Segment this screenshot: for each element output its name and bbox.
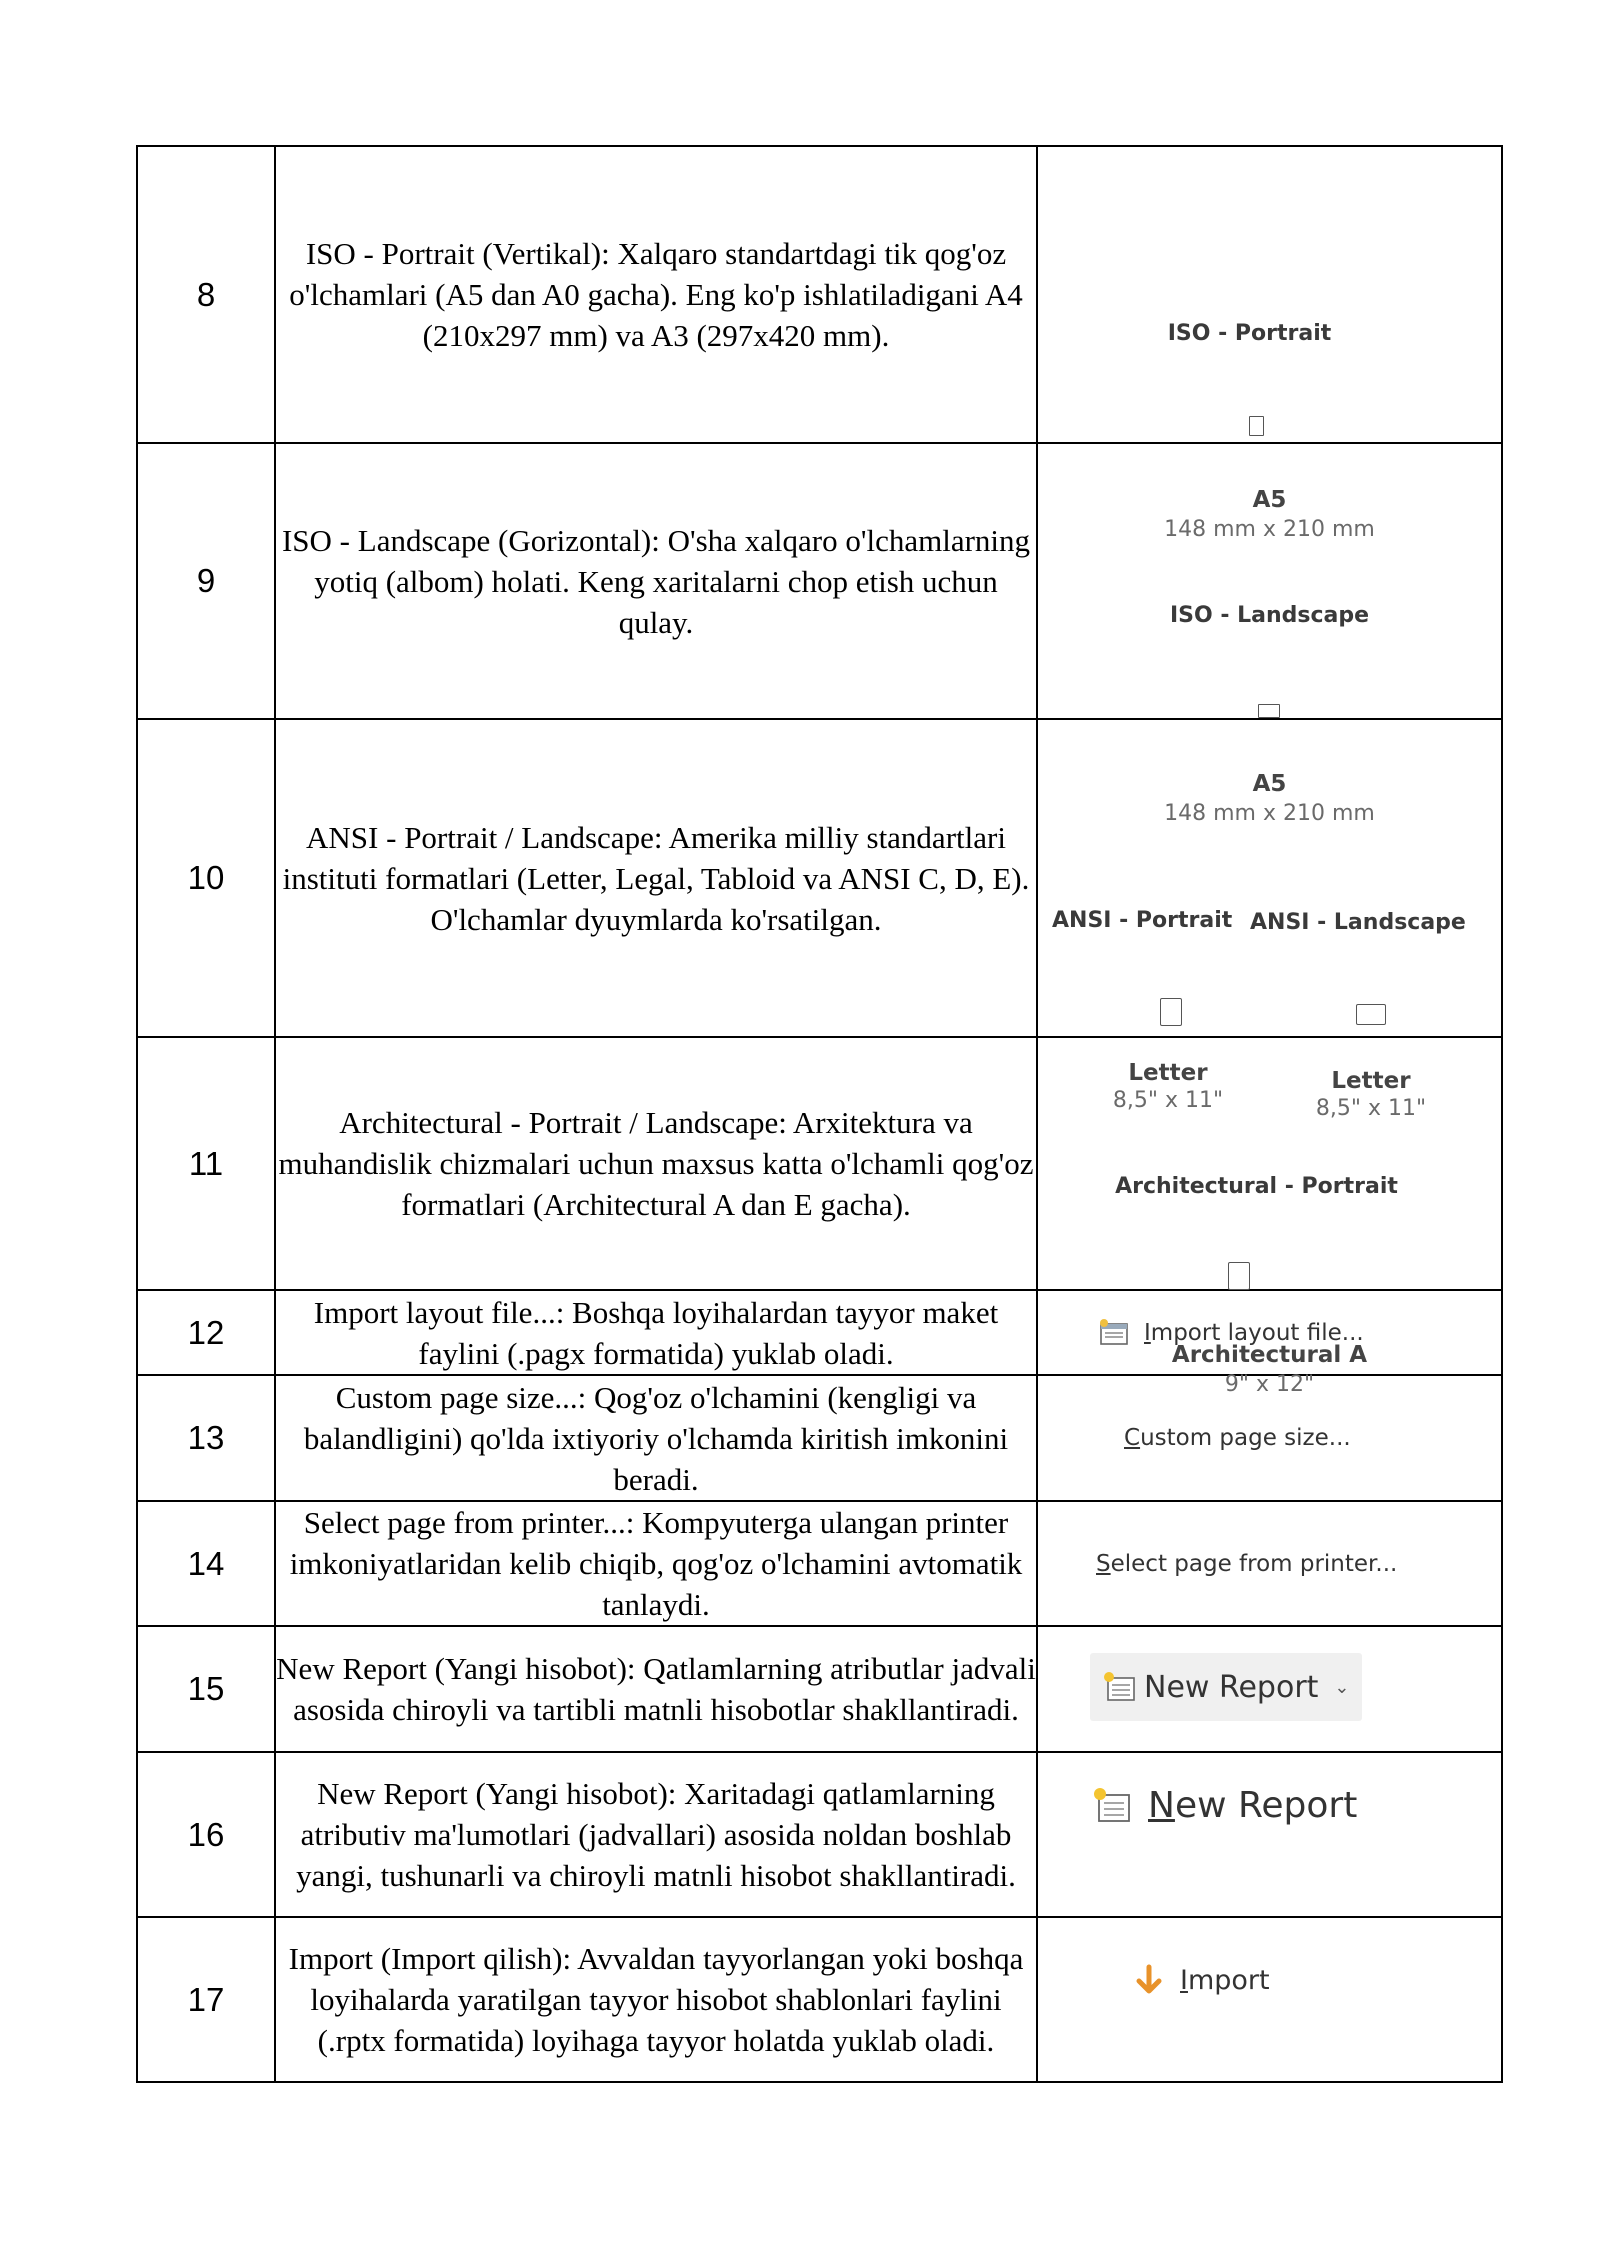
table-row — [137, 719, 1502, 1037]
instruction-table — [136, 145, 1503, 2083]
row-description: Architectural - Portrait / Landscape: Arxitektura va muhandislik chizmalari uchun maxsus katta o'lchamli qog'oz formatlari (Architectural A dan E gacha). — [275, 1037, 1037, 1290]
import-layout-file-button[interactable] — [1038, 1291, 1501, 1374]
table-row — [137, 443, 1502, 719]
row-number: 12 — [137, 1290, 275, 1375]
row-description: ISO - Landscape (Gorizontal): O'sha xalqaro o'lchamlarning yotiq (albom) holati. Keng xaritalarni chop etish uchun qulay. — [275, 443, 1037, 719]
row-number: 16 — [137, 1752, 275, 1917]
paper-size-dims: 148 mm x 210 mm — [1164, 801, 1375, 826]
access-key: S — [1096, 1550, 1111, 1577]
command-label: ew Report — [1174, 1785, 1358, 1826]
command-label: mport layout file... — [1150, 1319, 1364, 1346]
row-number: 8 — [137, 146, 275, 443]
paper-size-name[interactable]: Letter — [1331, 1068, 1411, 1094]
row-number: 15 — [137, 1626, 275, 1752]
command-label: mport — [1187, 1964, 1270, 1996]
table-row — [137, 1501, 1502, 1626]
table-row — [137, 1917, 1502, 2082]
new-report-dropdown-button[interactable] — [1090, 1653, 1362, 1721]
panel-title: Architectural - Portrait — [1115, 1173, 1398, 1199]
table-row — [137, 1752, 1502, 1917]
landscape-page-icon — [1356, 1004, 1386, 1025]
panel-title: ISO - Landscape — [1169, 603, 1370, 628]
portrait-page-icon — [1249, 416, 1264, 436]
table-row — [137, 1290, 1502, 1375]
new-report-icon — [1102, 1670, 1138, 1704]
row-description: New Report (Yangi hisobot): Xaritadagi qatlamlarning atributiv ma'lumotlari (jadvallari) asosida noldan boshlab yangi, tushunarli va chiroyli matnli hisobot shakllantiradi. — [275, 1752, 1037, 1917]
select-page-from-printer-button[interactable] — [1038, 1502, 1501, 1625]
paper-size-name[interactable]: Letter — [1128, 1060, 1208, 1086]
row-description: ANSI - Portrait / Landscape: Amerika milliy standartlari instituti formatlari (Letter, Legal, Tabloid va ANSI C, D, E). O'lchamlar dyuymlarda ko'rsatilgan. — [275, 719, 1037, 1037]
paper-size-dims: 8,5" x 11" — [1112, 1088, 1224, 1113]
row-description: Import layout file...: Boshqa loyihalardan tayyor maket faylini (.pagx formatida) yuklab oladi. — [275, 1290, 1037, 1375]
ansi-panel — [1037, 719, 1502, 1121]
new-report-dropdown-panel — [1037, 1626, 1502, 1752]
panel-title-landscape: ANSI - Landscape — [1250, 910, 1466, 935]
table-row — [137, 1375, 1502, 1501]
row-description: Select page from printer...: Kompyuterga ulangan printer imkoniyatlaridan kelib chiqib, qog'oz o'lchamini avtomatik tanlaydi. — [275, 1501, 1037, 1626]
table-row — [137, 1626, 1502, 1752]
access-key: N — [1148, 1785, 1175, 1826]
portrait-page-icon — [1228, 1262, 1250, 1290]
chevron-down-icon[interactable]: ⌄ — [1334, 1676, 1350, 1698]
row-number: 9 — [137, 443, 275, 719]
select-page-printer-panel — [1037, 1501, 1502, 1626]
panel-title: ISO - Portrait — [1167, 320, 1332, 346]
paper-size-dims: 148 mm x 210 mm — [1164, 516, 1375, 542]
access-key: I — [1144, 1319, 1151, 1346]
access-key: C — [1124, 1425, 1141, 1451]
import-layout-icon — [1098, 1318, 1132, 1348]
iso-portrait-panel — [1037, 146, 1502, 542]
table-row — [137, 146, 1502, 443]
command-label: elect page from printer... — [1110, 1550, 1398, 1577]
iso-landscape-panel — [1037, 443, 1502, 826]
paper-size-name[interactable]: A5 — [1252, 771, 1287, 797]
paper-size-dims: 8,5" x 11" — [1315, 1096, 1427, 1121]
import-button[interactable] — [1134, 1964, 1270, 1996]
new-report-panel — [1037, 1752, 1502, 1917]
row-description: ISO - Portrait (Vertikal): Xalqaro standartdagi tik qog'oz o'lchamlari (A5 dan A0 gacha). Eng ko'p ishlatiladigani A4 (210x297 mm) va A3 (297x420 mm). — [275, 146, 1037, 443]
table-row — [137, 1037, 1502, 1290]
row-description: Import (Import qilish): Avvaldan tayyorlangan yoki boshqa loyihalarda yaratilgan tayyor hisobot shablonlari faylini (.rptx formatida) loyihaga tayyor holatda yuklab oladi. — [275, 1917, 1037, 2082]
row-description: New Report (Yangi hisobot): Qatlamlarning atributlar jadvali asosida chiroyli va tartibli matnli hisobotlar shakllantiradi. — [275, 1626, 1037, 1752]
row-description: Custom page size...: Qog'oz o'lchamini (kengligi va balandligini) qo'lda ixtiyoriy o'lchamda kiritish imkonini beradi. — [275, 1375, 1037, 1501]
row-number: 13 — [137, 1375, 275, 1501]
panel-title-portrait: ANSI - Portrait — [1052, 908, 1233, 933]
row-number: 17 — [137, 1917, 275, 2082]
import-arrow-icon — [1134, 1964, 1164, 1996]
row-number: 14 — [137, 1501, 275, 1626]
access-key: I — [1180, 1964, 1188, 1996]
landscape-page-icon — [1258, 704, 1280, 718]
custom-page-size-button[interactable] — [1038, 1376, 1501, 1500]
import-layout-panel — [1037, 1290, 1502, 1375]
row-number: 10 — [137, 719, 275, 1037]
paper-size-name[interactable]: A5 — [1252, 486, 1287, 513]
command-label: New Report — [1144, 1669, 1319, 1705]
new-report-button[interactable] — [1092, 1785, 1357, 1826]
new-report-icon — [1092, 1786, 1134, 1826]
command-label: ustom page size... — [1140, 1425, 1351, 1451]
paper-size-dims: 9" x 12" — [1224, 1371, 1315, 1397]
paper-size-name[interactable]: Architectural A — [1171, 1341, 1368, 1368]
row-number: 11 — [137, 1037, 275, 1290]
custom-page-size-panel — [1037, 1375, 1502, 1501]
portrait-page-icon — [1160, 998, 1182, 1026]
import-panel — [1037, 1917, 1502, 2082]
